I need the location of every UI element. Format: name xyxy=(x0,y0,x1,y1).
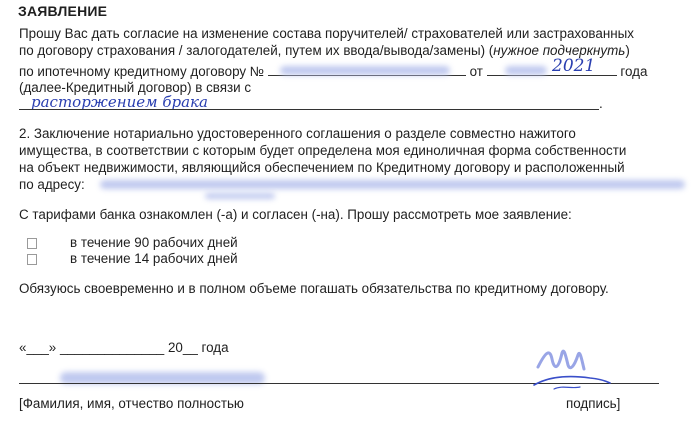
date-from-label: от xyxy=(469,64,483,79)
option-14-days xyxy=(27,251,238,267)
date-line xyxy=(19,340,229,356)
option-90-checkbox[interactable] xyxy=(27,238,37,249)
document-title: ЗАЯВЛЕНИЕ xyxy=(18,3,108,19)
century: 20 xyxy=(167,340,183,355)
redacted-contract-number xyxy=(280,66,450,75)
year-word: года xyxy=(201,340,229,355)
year-label: года xyxy=(620,64,648,79)
p2-line2: имущества, в соответствии с которым будет определена моя единоличная форма собственности xyxy=(19,143,627,158)
handwritten-reason: расторжением брака xyxy=(31,93,208,111)
p1-line2-text: по договору страхования / залогодателей, путем их ввода/вывода/замены) ( xyxy=(19,43,494,58)
option-14-checkbox[interactable] xyxy=(27,254,37,265)
p1-line2 xyxy=(19,43,630,59)
reason-underline xyxy=(19,109,599,110)
year-blank: __ xyxy=(182,340,198,355)
redacted-address xyxy=(100,180,685,189)
open-quote: « xyxy=(19,340,27,355)
handwritten-year: 2021 xyxy=(552,56,596,76)
tariffs-text: С тарифами банка ознакомлен (-а) и согласен (-на). Прошу рассмотреть мое заявление: xyxy=(19,207,572,222)
p1-line5-end: . xyxy=(599,96,603,111)
redacted-contract-date xyxy=(505,66,547,75)
day-blank: ___ xyxy=(26,340,49,355)
p2-line3: на объект недвижимости, являющийся обеспечением по Кредитному договору и расположенный xyxy=(19,160,625,175)
option-14-label: в течение 14 рабочих дней xyxy=(70,251,238,266)
full-name-label: [Фамилия, имя, отчество полностью xyxy=(19,396,244,411)
p2-line1: 2. Заключение нотариально удостоверенного соглашения о разделе совместно нажитого xyxy=(19,126,576,141)
p1-line2-close: ) xyxy=(625,43,630,58)
signature-label: подпись] xyxy=(566,396,621,411)
p1-line4: (далее-Кредитный договор) в связи с xyxy=(19,80,252,95)
p1-line2-italic: нужное подчеркнуть xyxy=(493,43,626,58)
option-90-days xyxy=(27,235,238,251)
contract-number-label: по ипотечному кредитному договору № xyxy=(19,64,265,79)
close-quote: » xyxy=(48,340,57,355)
redacted-address-2 xyxy=(205,193,275,199)
option-90-label: в течение 90 рабочих дней xyxy=(70,235,238,250)
p1-line1: Прошу Вас дать согласие на изменение состава поручителей/ страхователей или застрахованных xyxy=(19,26,634,41)
p2-line4: по адресу: xyxy=(19,177,85,192)
month-blank: ______________ xyxy=(59,340,165,355)
commitment-text: Обязуюсь своевременно и в полном объеме погашать обязательства по кредитному договору. xyxy=(19,281,609,296)
